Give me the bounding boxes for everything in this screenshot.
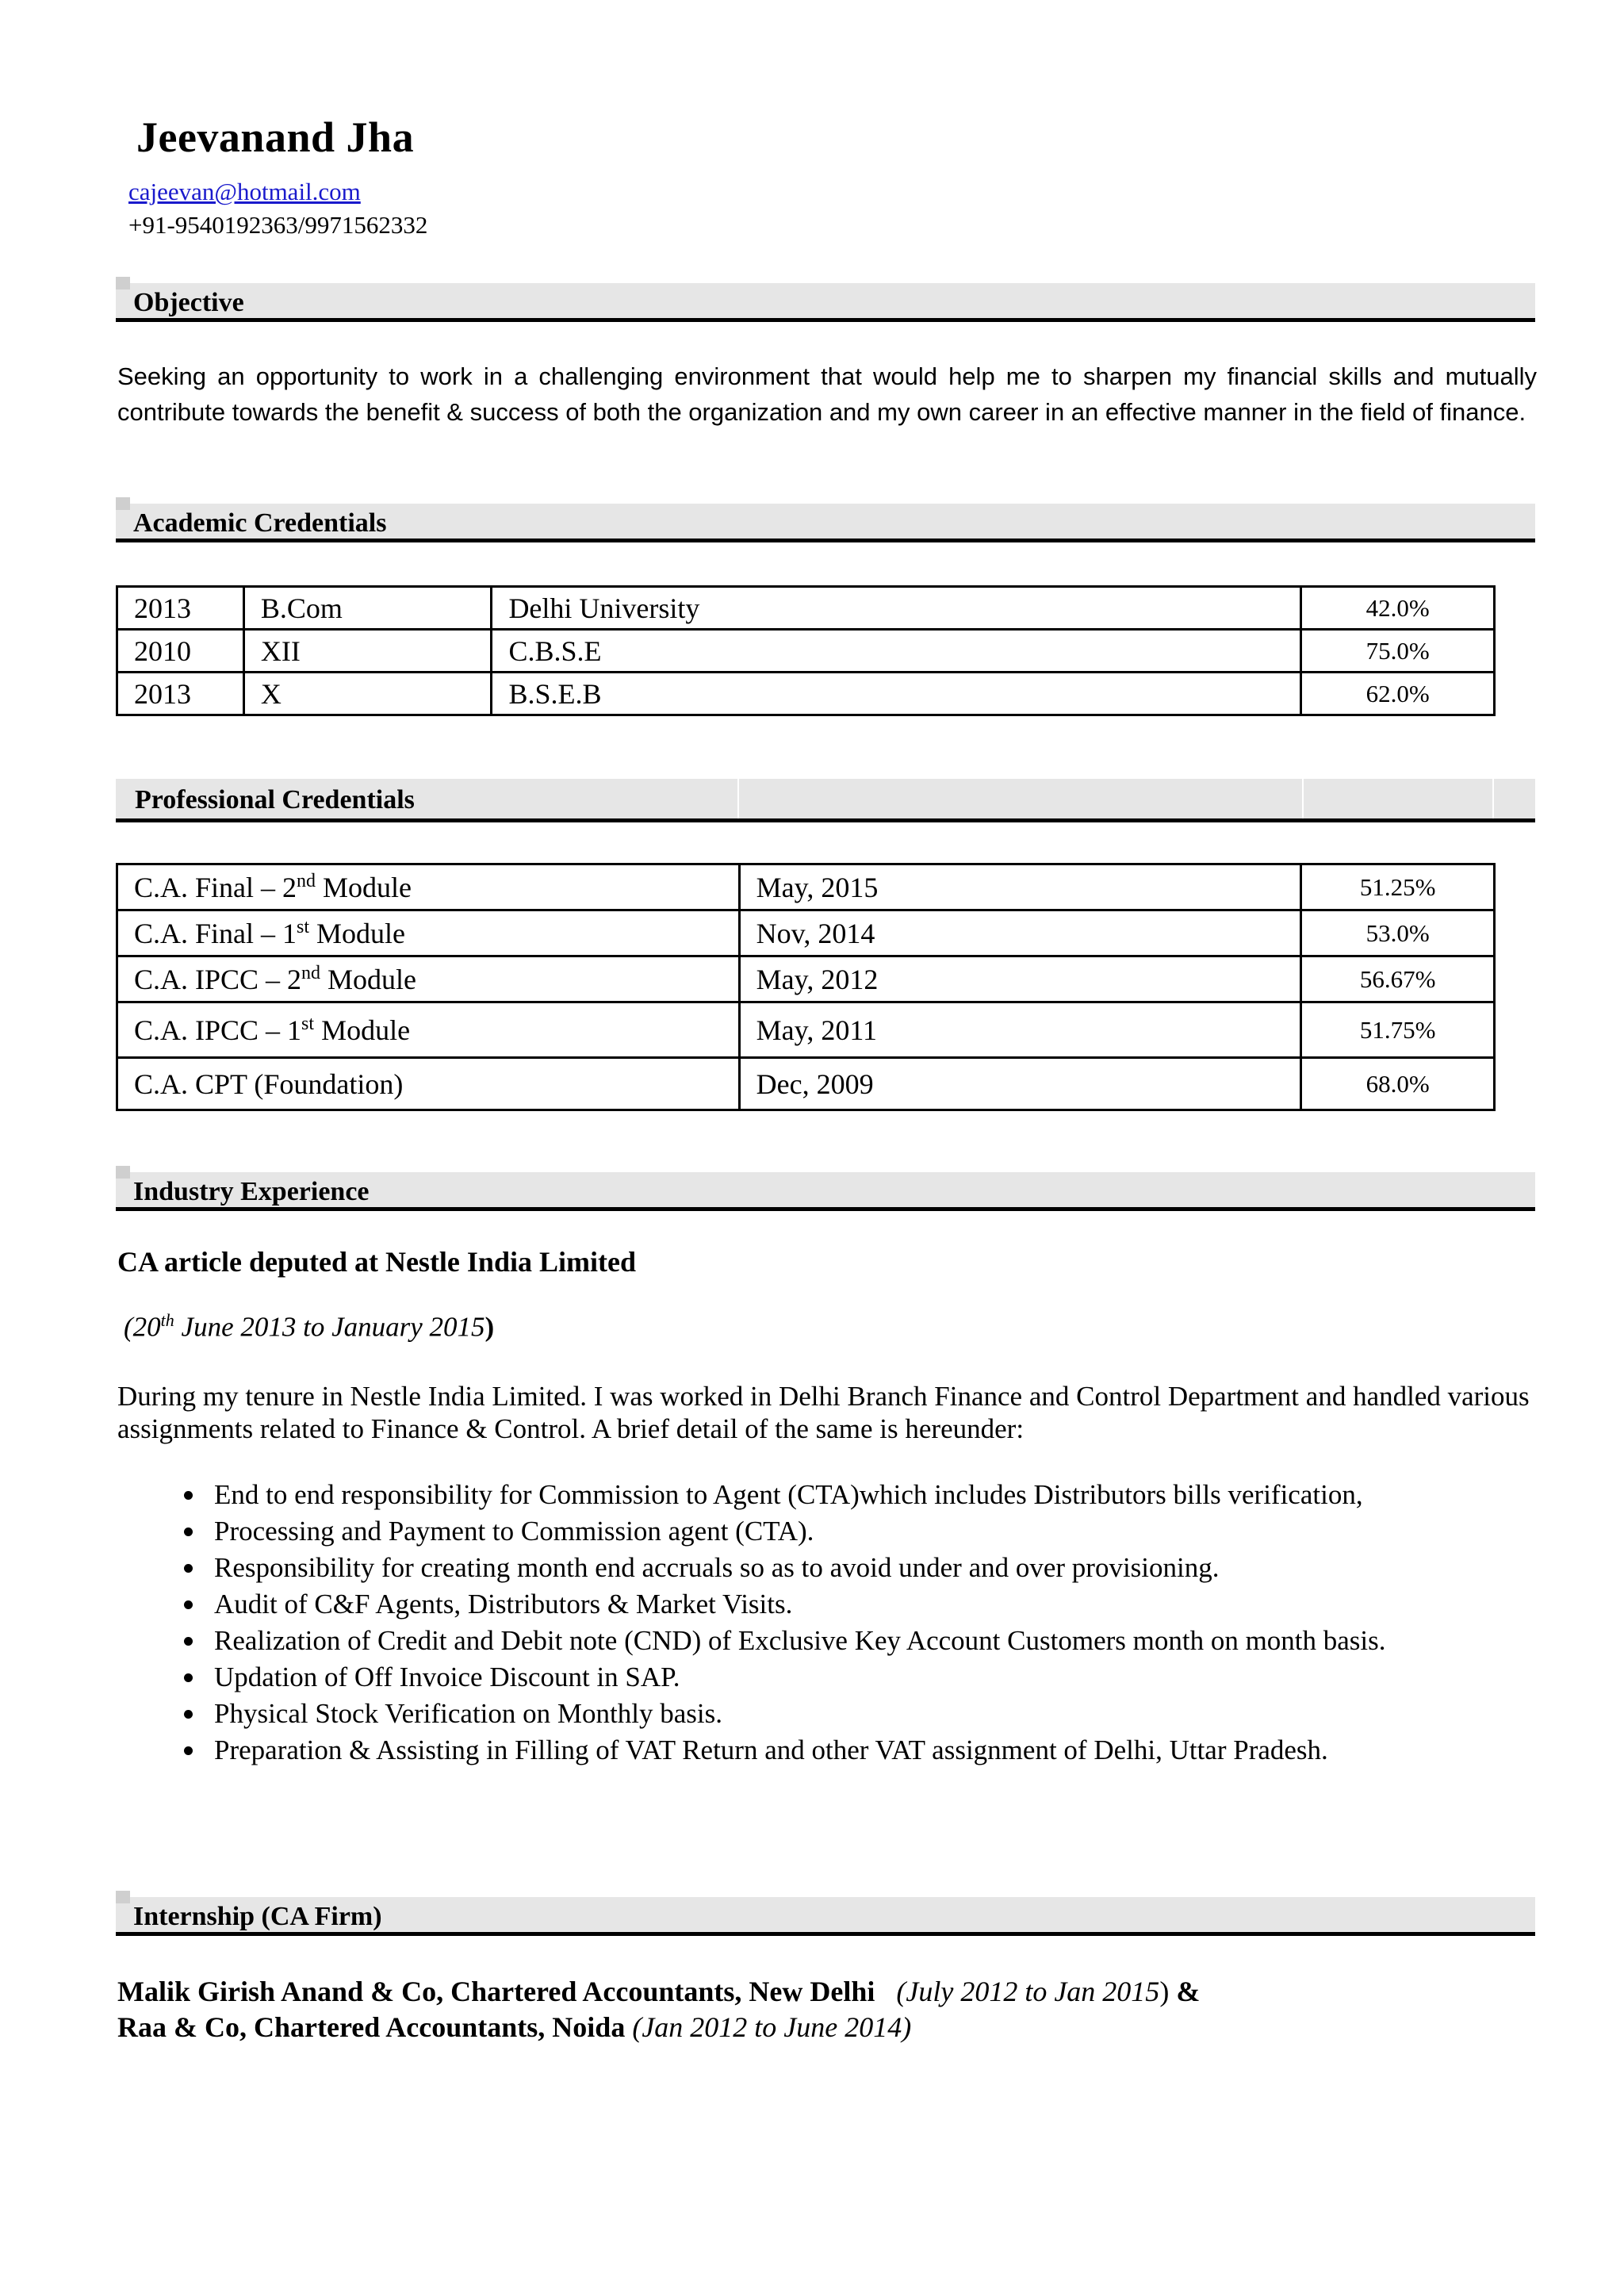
cell-exam: C.A. CPT (Foundation) [117,1058,740,1110]
section-notch [116,1891,130,1903]
cell-score: 42.0% [1301,587,1495,630]
internship-firm-1: Malik Girish Anand & Co, Chartered Accountants, New Delhi (July 2012 to Jan 2015) & [117,1976,1201,2007]
phone-number: +91-9540192363/9971562332 [128,211,428,239]
candidate-name: Jeevanand Jha [136,113,415,161]
section-internship [116,1897,1535,1936]
list-item: Physical Stock Verification on Monthly basis. [117,1696,1386,1732]
cell-board: C.B.S.E [492,630,1301,673]
email-link[interactable]: cajeevan@hotmail.com [128,178,361,205]
cell-board: Delhi University [492,587,1301,630]
cell-exam: C.A. IPCC – 1st Module [117,1002,740,1058]
cell-exam: C.A. IPCC – 2nd Module [117,956,740,1002]
cell-board: B.S.E.B [492,673,1301,715]
bullet-icon [184,1673,193,1682]
section-title: Industry Experience [133,1177,370,1206]
cell-course: XII [243,630,492,673]
cell-date: Nov, 2014 [739,910,1301,956]
academic-table [116,585,1496,716]
cell-score: 75.0% [1301,630,1495,673]
bar-divider [737,779,739,818]
cell-date: May, 2012 [739,956,1301,1002]
bar-divider [1492,779,1494,818]
bullet-icon [184,1527,193,1536]
section-notch [116,1166,130,1179]
cell-exam: C.A. Final – 1st Module [117,910,740,956]
table-row [117,1002,1495,1058]
section-title: Academic Credentials [133,508,387,538]
list-item: Audit of C&F Agents, Distributors & Market Visits. [117,1586,1386,1623]
list-item: Responsibility for creating month end accruals so as to avoid under and over provisioning. [117,1550,1386,1586]
section-title: Objective [133,288,244,317]
table-row [117,956,1495,1002]
bar-divider [1302,779,1304,818]
cell-exam: C.A. Final – 2nd Module [117,864,740,910]
bullet-icon [184,1491,193,1500]
professional-table [116,863,1496,1111]
bullet-icon [184,1710,193,1719]
cell-date: May, 2011 [739,1002,1301,1058]
table-row [117,864,1495,910]
list-item: Processing and Payment to Commission agent (CTA). [117,1513,1386,1550]
list-item: Preparation & Assisting in Filling of VAT Return and other VAT assignment of Delhi, Uttar Pradesh. [117,1732,1386,1769]
section-academic [116,504,1535,542]
cell-score: 68.0% [1301,1058,1495,1110]
cell-score: 53.0% [1301,910,1495,956]
internship-firm-2: Raa & Co, Chartered Accountants, Noida (Jan 2012 to June 2014) [117,2011,912,2043]
list-item: Realization of Credit and Debit note (CND) of Exclusive Key Account Customers month on month basis. [117,1623,1386,1659]
table-row [117,673,1495,715]
cell-year: 2010 [117,630,244,673]
section-notch [116,497,130,510]
cell-score: 51.75% [1301,1002,1495,1058]
section-objective [116,283,1535,322]
bullet-icon [184,1564,193,1573]
bullet-icon [184,1637,193,1646]
objective-text: Seeking an opportunity to work in a challenging environment that would help me to sharpen my financial skills and mutually contribute towards the benefit & success of both the organization and my own career in an effective manner in the field of finance. [117,362,1537,426]
list-item: End to end responsibility for Commission to Agent (CTA)which includes Distributors bills verification, [117,1477,1386,1513]
section-notch [116,277,130,289]
bullet-icon [184,1746,193,1755]
table-row [117,1058,1495,1110]
table-row [117,587,1495,630]
bullet-icon [184,1600,193,1609]
cell-date: Dec, 2009 [739,1058,1301,1110]
cell-year: 2013 [117,673,244,715]
cell-date: May, 2015 [739,864,1301,910]
experience-dates: (20th June 2013 to January 2015) [124,1310,495,1343]
section-title: Internship (CA Firm) [133,1902,382,1931]
cell-score: 56.67% [1301,956,1495,1002]
section-industry [116,1172,1535,1211]
cell-course: B.Com [243,587,492,630]
cell-score: 51.25% [1301,864,1495,910]
cell-course: X [243,673,492,715]
experience-bullets [117,1477,1386,1769]
experience-title: CA article deputed at Nestle India Limited [117,1246,636,1278]
table-row [117,910,1495,956]
experience-intro: During my tenure in Nestle India Limited. I was worked in Delhi Branch Finance and Control Department and handled various assignments related to Finance & Control. A brief detail of the same is hereunder: [117,1381,1530,1444]
table-row [117,630,1495,673]
list-item: Updation of Off Invoice Discount in SAP. [117,1659,1386,1696]
section-title: Professional Credentials [135,785,415,815]
cell-year: 2013 [117,587,244,630]
cell-score: 62.0% [1301,673,1495,715]
section-professional [116,779,1535,822]
